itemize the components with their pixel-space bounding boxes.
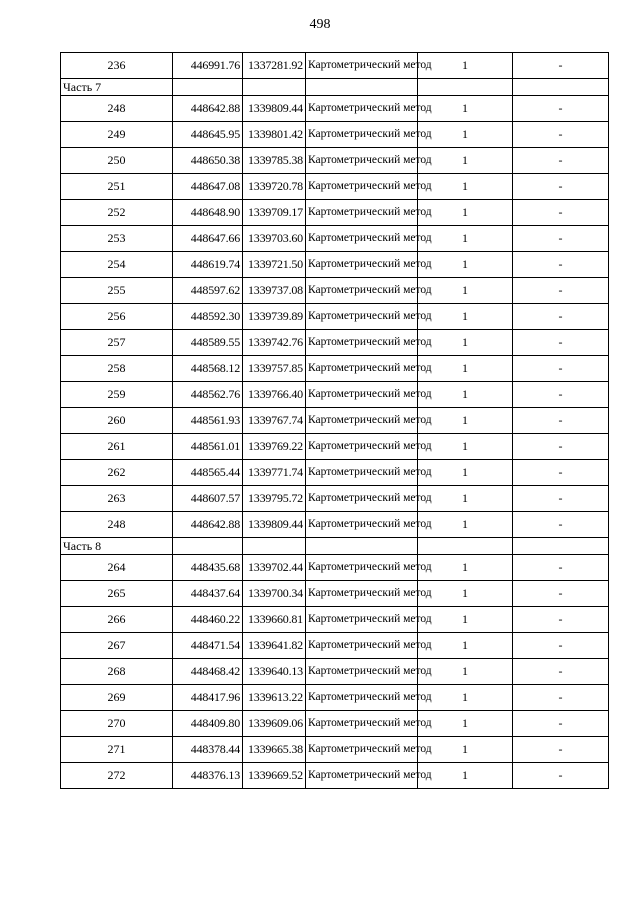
accuracy-cell: 1 — [418, 200, 513, 226]
accuracy-cell: 1 — [418, 737, 513, 763]
description-cell: - — [513, 711, 609, 737]
description-cell: - — [513, 555, 609, 581]
accuracy-cell: 1 — [418, 633, 513, 659]
method-cell: Картометрический метод — [306, 763, 418, 789]
table-row — [61, 763, 609, 789]
method-cell: Картометрический метод — [306, 486, 418, 512]
description-cell: - — [513, 659, 609, 685]
description-cell: - — [513, 408, 609, 434]
empty-cell — [306, 538, 418, 555]
x-coordinate-cell: 448650.38 — [173, 148, 243, 174]
accuracy-cell: 1 — [418, 96, 513, 122]
y-coordinate-cell: 1339801.42 — [243, 122, 306, 148]
y-coordinate-cell: 1339767.74 — [243, 408, 306, 434]
method-cell: Картометрический метод — [306, 96, 418, 122]
table-part-row — [61, 538, 609, 555]
point-number-cell: 267 — [61, 633, 173, 659]
part-label: Часть 7 — [61, 79, 173, 96]
y-coordinate-cell: 1339660.81 — [243, 607, 306, 633]
table-row — [61, 382, 609, 408]
point-number-cell: 252 — [61, 200, 173, 226]
x-coordinate-cell: 448471.54 — [173, 633, 243, 659]
method-cell: Картометрический метод — [306, 460, 418, 486]
point-number-cell: 262 — [61, 460, 173, 486]
description-cell: - — [513, 460, 609, 486]
empty-cell — [418, 538, 513, 555]
y-coordinate-cell: 1339809.44 — [243, 96, 306, 122]
description-cell: - — [513, 685, 609, 711]
method-cell: Картометрический метод — [306, 382, 418, 408]
description-cell: - — [513, 633, 609, 659]
accuracy-cell: 1 — [418, 122, 513, 148]
method-cell: Картометрический метод — [306, 607, 418, 633]
table-row — [61, 659, 609, 685]
x-coordinate-cell: 448642.88 — [173, 512, 243, 538]
y-coordinate-cell: 1339609.06 — [243, 711, 306, 737]
part-label: Часть 8 — [61, 538, 173, 555]
accuracy-cell: 1 — [418, 330, 513, 356]
table-row — [61, 633, 609, 659]
y-coordinate-cell: 1339769.22 — [243, 434, 306, 460]
y-coordinate-cell: 1339709.17 — [243, 200, 306, 226]
y-coordinate-cell: 1339739.89 — [243, 304, 306, 330]
accuracy-cell: 1 — [418, 304, 513, 330]
x-coordinate-cell: 448468.42 — [173, 659, 243, 685]
y-coordinate-cell: 1339702.44 — [243, 555, 306, 581]
point-number-cell: 265 — [61, 581, 173, 607]
method-cell: Картометрический метод — [306, 581, 418, 607]
point-number-cell: 268 — [61, 659, 173, 685]
x-coordinate-cell: 448562.76 — [173, 382, 243, 408]
table-row — [61, 53, 609, 79]
y-coordinate-cell: 1339669.52 — [243, 763, 306, 789]
y-coordinate-cell: 1339737.08 — [243, 278, 306, 304]
y-coordinate-cell: 1337281.92 — [243, 53, 306, 79]
x-coordinate-cell: 448642.88 — [173, 96, 243, 122]
description-cell: - — [513, 226, 609, 252]
point-number-cell: 254 — [61, 252, 173, 278]
x-coordinate-cell: 448376.13 — [173, 763, 243, 789]
y-coordinate-cell: 1339766.40 — [243, 382, 306, 408]
method-cell: Картометрический метод — [306, 711, 418, 737]
description-cell: - — [513, 434, 609, 460]
table-row — [61, 278, 609, 304]
description-cell: - — [513, 200, 609, 226]
table-row — [61, 711, 609, 737]
description-cell: - — [513, 278, 609, 304]
empty-cell — [173, 79, 243, 96]
x-coordinate-cell: 448437.64 — [173, 581, 243, 607]
method-cell: Картометрический метод — [306, 278, 418, 304]
point-number-cell: 250 — [61, 148, 173, 174]
description-cell: - — [513, 53, 609, 79]
x-coordinate-cell: 448561.93 — [173, 408, 243, 434]
page-number: 498 — [309, 17, 331, 32]
accuracy-cell: 1 — [418, 226, 513, 252]
y-coordinate-cell: 1339613.22 — [243, 685, 306, 711]
method-cell: Картометрический метод — [306, 408, 418, 434]
accuracy-cell: 1 — [418, 53, 513, 79]
method-cell: Картометрический метод — [306, 200, 418, 226]
x-coordinate-cell: 446991.76 — [173, 53, 243, 79]
accuracy-cell: 1 — [418, 581, 513, 607]
accuracy-cell: 1 — [418, 356, 513, 382]
y-coordinate-cell: 1339720.78 — [243, 174, 306, 200]
table-row — [61, 252, 609, 278]
table-row — [61, 226, 609, 252]
method-cell: Картометрический метод — [306, 356, 418, 382]
description-cell: - — [513, 486, 609, 512]
x-coordinate-cell: 448592.30 — [173, 304, 243, 330]
empty-cell — [306, 79, 418, 96]
y-coordinate-cell: 1339721.50 — [243, 252, 306, 278]
method-cell: Картометрический метод — [306, 53, 418, 79]
point-number-cell: 257 — [61, 330, 173, 356]
description-cell: - — [513, 148, 609, 174]
x-coordinate-cell: 448460.22 — [173, 607, 243, 633]
empty-cell — [513, 538, 609, 555]
point-number-cell: 256 — [61, 304, 173, 330]
description-cell: - — [513, 607, 609, 633]
point-number-cell: 251 — [61, 174, 173, 200]
point-number-cell: 259 — [61, 382, 173, 408]
description-cell: - — [513, 330, 609, 356]
point-number-cell: 258 — [61, 356, 173, 382]
x-coordinate-cell: 448597.62 — [173, 278, 243, 304]
table-row — [61, 408, 609, 434]
accuracy-cell: 1 — [418, 252, 513, 278]
description-cell: - — [513, 252, 609, 278]
x-coordinate-cell: 448568.12 — [173, 356, 243, 382]
y-coordinate-cell: 1339703.60 — [243, 226, 306, 252]
x-coordinate-cell: 448647.66 — [173, 226, 243, 252]
table-row — [61, 96, 609, 122]
x-coordinate-cell: 448378.44 — [173, 737, 243, 763]
y-coordinate-cell: 1339640.13 — [243, 659, 306, 685]
table-row — [61, 460, 609, 486]
x-coordinate-cell: 448619.74 — [173, 252, 243, 278]
accuracy-cell: 1 — [418, 174, 513, 200]
accuracy-cell: 1 — [418, 763, 513, 789]
method-cell: Картометрический метод — [306, 434, 418, 460]
y-coordinate-cell: 1339771.74 — [243, 460, 306, 486]
table-row — [61, 434, 609, 460]
table-row — [61, 512, 609, 538]
accuracy-cell: 1 — [418, 512, 513, 538]
accuracy-cell: 1 — [418, 659, 513, 685]
x-coordinate-cell: 448645.95 — [173, 122, 243, 148]
point-number-cell: 270 — [61, 711, 173, 737]
table-row — [61, 685, 609, 711]
table-row — [61, 581, 609, 607]
table-row — [61, 555, 609, 581]
description-cell: - — [513, 304, 609, 330]
accuracy-cell: 1 — [418, 685, 513, 711]
method-cell: Картометрический метод — [306, 330, 418, 356]
accuracy-cell: 1 — [418, 711, 513, 737]
method-cell: Картометрический метод — [306, 512, 418, 538]
method-cell: Картометрический метод — [306, 174, 418, 200]
table-row — [61, 200, 609, 226]
x-coordinate-cell: 448435.68 — [173, 555, 243, 581]
point-number-cell: 263 — [61, 486, 173, 512]
description-cell: - — [513, 96, 609, 122]
y-coordinate-cell: 1339641.82 — [243, 633, 306, 659]
point-number-cell: 272 — [61, 763, 173, 789]
accuracy-cell: 1 — [418, 278, 513, 304]
point-number-cell: 253 — [61, 226, 173, 252]
point-number-cell: 266 — [61, 607, 173, 633]
description-cell: - — [513, 356, 609, 382]
method-cell: Картометрический метод — [306, 122, 418, 148]
coordinates-table-body — [61, 53, 609, 789]
accuracy-cell: 1 — [418, 555, 513, 581]
x-coordinate-cell: 448589.55 — [173, 330, 243, 356]
description-cell: - — [513, 174, 609, 200]
table-row — [61, 148, 609, 174]
x-coordinate-cell: 448561.01 — [173, 434, 243, 460]
accuracy-cell: 1 — [418, 486, 513, 512]
table-row — [61, 174, 609, 200]
method-cell: Картометрический метод — [306, 148, 418, 174]
y-coordinate-cell: 1339700.34 — [243, 581, 306, 607]
x-coordinate-cell: 448607.57 — [173, 486, 243, 512]
point-number-cell: 255 — [61, 278, 173, 304]
point-number-cell: 271 — [61, 737, 173, 763]
table-part-row — [61, 79, 609, 96]
description-cell: - — [513, 737, 609, 763]
accuracy-cell: 1 — [418, 607, 513, 633]
method-cell: Картометрический метод — [306, 685, 418, 711]
point-number-cell: 249 — [61, 122, 173, 148]
table-row — [61, 737, 609, 763]
x-coordinate-cell: 448417.96 — [173, 685, 243, 711]
empty-cell — [418, 79, 513, 96]
description-cell: - — [513, 382, 609, 408]
empty-cell — [243, 538, 306, 555]
point-number-cell: 264 — [61, 555, 173, 581]
table-row — [61, 330, 609, 356]
accuracy-cell: 1 — [418, 460, 513, 486]
description-cell: - — [513, 581, 609, 607]
point-number-cell: 269 — [61, 685, 173, 711]
accuracy-cell: 1 — [418, 148, 513, 174]
description-cell: - — [513, 763, 609, 789]
accuracy-cell: 1 — [418, 382, 513, 408]
x-coordinate-cell: 448647.08 — [173, 174, 243, 200]
y-coordinate-cell: 1339785.38 — [243, 148, 306, 174]
point-number-cell: 260 — [61, 408, 173, 434]
y-coordinate-cell: 1339809.44 — [243, 512, 306, 538]
table-row — [61, 607, 609, 633]
point-number-cell: 236 — [61, 53, 173, 79]
point-number-cell: 248 — [61, 96, 173, 122]
empty-cell — [243, 79, 306, 96]
description-cell: - — [513, 512, 609, 538]
table-row — [61, 304, 609, 330]
empty-cell — [513, 79, 609, 96]
method-cell: Картометрический метод — [306, 304, 418, 330]
y-coordinate-cell: 1339795.72 — [243, 486, 306, 512]
accuracy-cell: 1 — [418, 408, 513, 434]
description-cell: - — [513, 122, 609, 148]
x-coordinate-cell: 448565.44 — [173, 460, 243, 486]
accuracy-cell: 1 — [418, 434, 513, 460]
method-cell: Картометрический метод — [306, 555, 418, 581]
coordinates-table — [60, 52, 609, 789]
table-row — [61, 356, 609, 382]
y-coordinate-cell: 1339665.38 — [243, 737, 306, 763]
point-number-cell: 248 — [61, 512, 173, 538]
method-cell: Картометрический метод — [306, 226, 418, 252]
method-cell: Картометрический метод — [306, 633, 418, 659]
x-coordinate-cell: 448409.80 — [173, 711, 243, 737]
method-cell: Картометрический метод — [306, 659, 418, 685]
x-coordinate-cell: 448648.90 — [173, 200, 243, 226]
table-row — [61, 122, 609, 148]
point-number-cell: 261 — [61, 434, 173, 460]
method-cell: Картометрический метод — [306, 252, 418, 278]
table-row — [61, 486, 609, 512]
method-cell: Картометрический метод — [306, 737, 418, 763]
y-coordinate-cell: 1339742.76 — [243, 330, 306, 356]
y-coordinate-cell: 1339757.85 — [243, 356, 306, 382]
empty-cell — [173, 538, 243, 555]
